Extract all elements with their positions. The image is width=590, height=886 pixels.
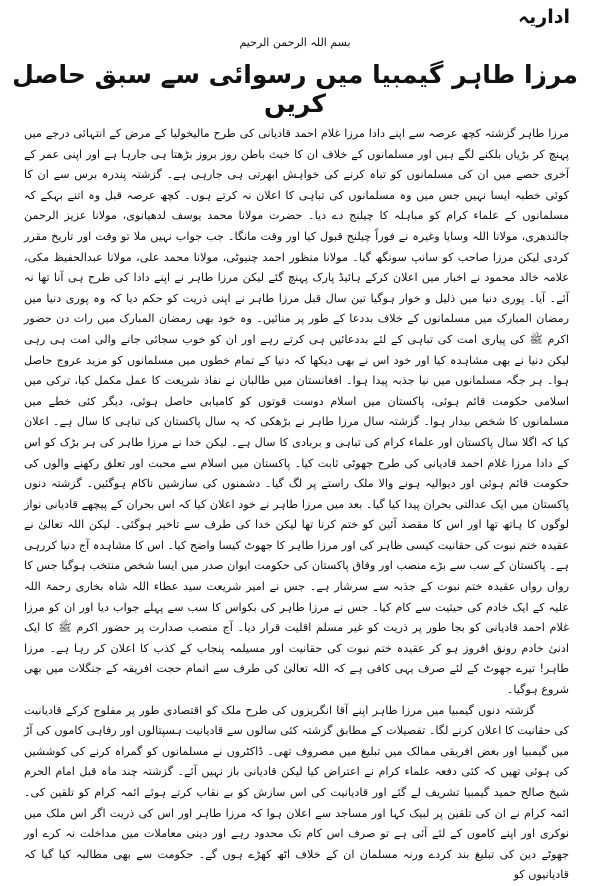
bismillah: بسم اللہ الرحمن الرحیم: [239, 36, 351, 49]
article-body: [24, 124, 569, 886]
paragraph-1: مرزا طاہر گزشتہ کچھ عرصہ سے اپنے دادا مرزا غلام احمد قادیانی کی طرح مالیخولیا کے مرض کے انتہائی درجے میں پہنچ کر بڑیاں بلکنے لگے ہیں اور مسلمانوں کے خلاف ان کا خبث باطن روز بروز بڑھتا ہی جارہا ہے اور اپنی عمر کے آخری حصے میں ان کی مسلمانوں کو تباہ کرنے کی خواہش ابھرتی ہی جارہی ہے۔ گزشتہ پندرہ برس سے ان کا کوئی خطبہ ایسا نہیں جس میں وہ مسلمانوں کی تباہی کا اعلان نہ کرتے ہوں۔ کچھ عرصہ قبل وہ اتنے بہکے کہ مسلمانوں کے علماء کرام کو مباہلہ کا چیلنج دے دیا۔ حضرت مولانا محمد یوسف لدھیانوی، مولانا عزیز الرحمن جالندھری، مولانا اللہ وسایا وغیرہ نے فوراً چیلنج قبول کیا اور وقت مانگا۔ جب جواب نہیں ملا تو وقت اور تاریخ مقرر کردی لیکن مرزا صاحب کو سانپ سونگھ گیا۔ مولانا منظور احمد چنیوٹی، مولانا محمد علی، مولانا عبدالحفیظ مکی، علامہ خالد محمود نے اخبار میں اعلان کرکے ہائیڈ پارک پہنچ گئے لیکن مرزا طاہر نے اپنے دادا کی طرح ہی آنا تھا نہ آئے۔ آیا۔ پوری دنیا میں ذلیل و خوار ہوگیا تین سال قبل مرزا طاہر نے اپنی ذریت کو حکم دیا کہ وہ پوری دنیا میں رمضان المبارک میں مسلمانوں کے خلاف بددعا کے طور پر منائیں۔ وہ خود بھی رمضان المبارک میں رات دن حضور اکرم ﷺ کی پیاری امت کی تباہی کے لئے بددعائیں ہی کرتے رہے اور ان کو خوب سجائی جانے والی امت ہی رہی لیکن دنیا نے بھی مشاہدہ کیا اور خود اس نے بھی دیکھا کہ دنیا کے تمام خطوں میں مسلمانوں کو مزید عروج حاصل ہوا۔ ہر جگہ مسلمانوں میں نیا جذبہ پیدا ہوا۔ افغانستان میں طالبان نے نفاذ شریعت کا عمل مکمل کیا، ترکی میں اسلامی حکومت قائم ہوئی، پاکستان میں اسلام دوست قوتوں کو کامیابی حاصل ہوئی، دیگر کئی خطے میں مسلمانوں کا شخص بیدار ہوا۔ گزشتہ سال مرزا طاہر نے بڑھکی کہ یہ سال پاکستان کی تباہی کا سال ہے۔ اعلان کیا کہ اگلا سال پاکستان اور علماء کرام کی تباہی و بربادی کا سال ہے۔ لیکن خدا نے مرزا طاہر کی ہر بڑک کو اس کے دادا مرزا غلام احمد قادیانی کی طرح جھوٹی ثابت کیا۔ پاکستان میں اسلام سے محبت اور تعلق رکھنے والوں کی حکومت قائم ہوئی اور دیوالیہ ہونے والا ملک راستے پر لگ گیا۔ دشمنوں کی سازشیں ناکام ہوگئیں۔ گزشتہ دنوں پاکستان میں ایک عدالتی بحران پیدا کیا گیا۔ بعد میں مرزا طاہر نے خود اعلان کیا کہ اس بحران کے پیچھے قادیانی نواز لوگوں کا ہاتھ تھا اور اس کا مقصد آئین کو ختم کرنا تھا لیکن خدا کی طرف سے تاخیر ہوگئی۔ لیکن اللہ تعالیٰ نے عقیدہ ختم نبوت کی حقانیت کیسی ظاہر کی اور مرزا طاہر کا جھوٹ کیسا واضح کیا۔ اس کا مشاہدہ آج دنیا کررہی ہے۔ پاکستان کے سب سے بڑے منصب اور وفاق پاکستان کی حکومت ایوان صدر میں ایسا شخص منتخب ہوگیا جس کا رواں رواں عقیدہ ختم نبوت کے جذبہ سے سرشار ہے۔ جس نے امیر شریعت سید عطاء اللہ شاہ بخاری رحمۃ اللہ علیہ کے ایک خادم کی حیثیت سے کام کیا۔ جس نے مرزا طاہر کی بکواس کا سب سے پہلے جواب دیا اور ان کو مرزا غلام احمد قادیانی کو بجا طور پر ذریت کو غیر مسلم اقلیت قرار دیا۔ آج منصب صدارت پر حضور اکرم ﷺ کا ایک ادنیٰ خادم رونق افروز ہو کر عقیدہ ختم نبوت کی حقانیت اور مسیلمہ پنجاب کے کذب کا اعلان کر رہا ہے۔ مرزا طاہر! تیرے جھوٹ کے لئے صرف یہی کافی ہے کہ اللہ تعالیٰ کی طرف سے اتمام حجت افریقہ کے جنگلات میں بھی شروع ہوگیا۔: [24, 127, 569, 697]
page-title: مرزا طاہر گیمبیا میں رسوائی سے سبق حاصل کریں: [12, 60, 578, 118]
paragraph-2: گزشتہ دنوں گیمبیا میں مرزا طاہر اپنے آقا انگریزوں کی طرح ملک کو اقتصادی طور پر مفلوج کرکے قادیانیت کی حقانیت کا اعلان کرنے لگا۔ تفصیلات کے مطابق گزشتہ کئی سالوں سے قادیانیت ہسپتالوں اور رفاہی کاموں کی آڑ میں گیمبیا اور بعض افریقی ممالک میں تبلیغ میں مصروف تھی۔ ڈاکٹروں نے مسلمانوں کو گمراہ کرنے کی کوششیں کی ہوئی تھیں کہ کئی دفعہ علماء کرام نے اعتراض کیا لیکن قادیانی باز نہیں آئے۔ گزشتہ چند ماہ قبل امام الحرم شیخ صالح حمید گیمبیا تشریف لے گئے اور قادیانیت کی اس سازش کو بے نقاب کرتے ہوئے ائمہ کرام کو تلقین کی۔ ائمہ کرام نے ان کی تلقین پر لبیک کہا اور مساجد سے اعلان ہوا کہ مرزا طاہر اور اس کی ذریت اگر اس ملک میں نوکری اور اپنے کاموں کے لئے آئی ہے تو صرف اس کام تک محدود رہے اور دینی معاملات میں مداخلت نہ کرے اور جھوٹے دین کی تبلیغ بند کردے ورنہ مسلمان ان کے خلاف اٹھ کھڑے ہوں گے۔ حکومت سے بھی مطالبہ کیا گیا کہ قادیانیوں کو: [24, 703, 569, 882]
section-header: اداریہ: [518, 6, 570, 28]
